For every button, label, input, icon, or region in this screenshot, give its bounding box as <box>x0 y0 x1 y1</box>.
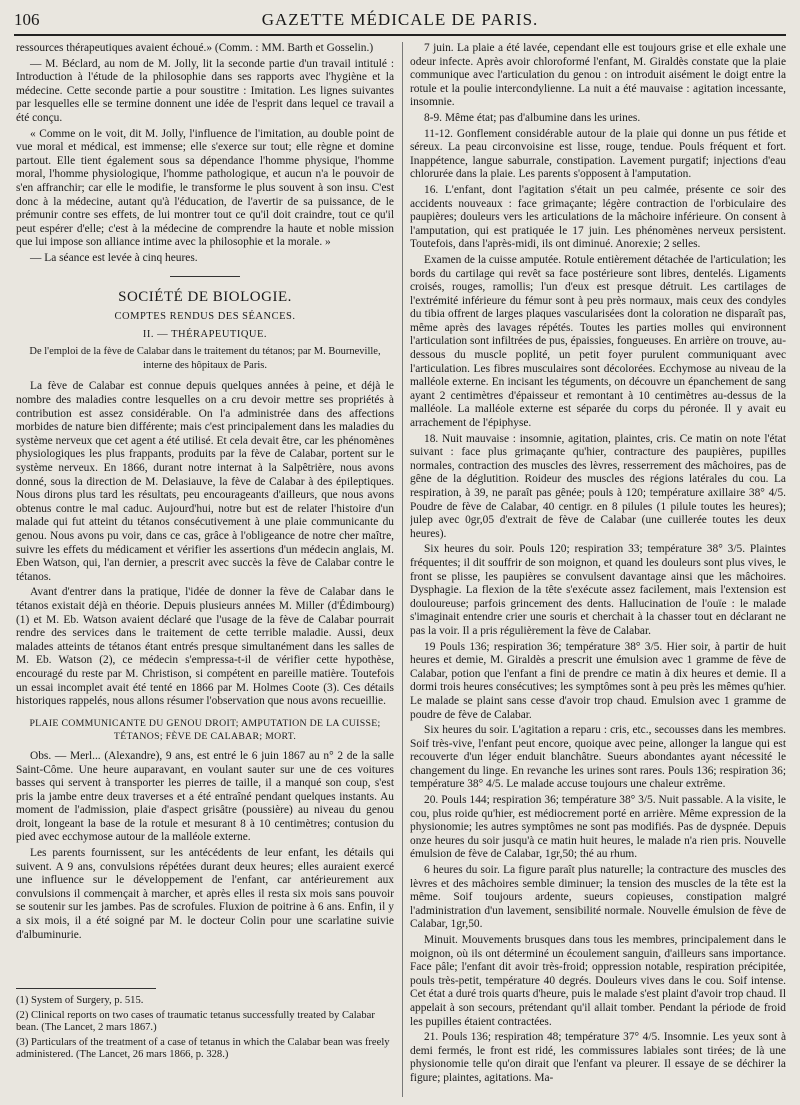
page-header <box>14 10 786 34</box>
page-number: 106 <box>14 10 40 29</box>
footnote: (2) Clinical reports on two cases of traumatic tetanus successfully treated by Calabar bean. (The Lancet, 2 mars 1867.) <box>16 1009 375 1034</box>
paragraph: 11-12. Gonflement considérable autour de la plaie qui donne un pus fétide et séreux. La peau circonvoisine est lisse, rouge, tendue. Pouls fréquent et fort. Inappétence, langue saburrale, constipation. Lavement purgatif; injections d'eau chlorurée dans la plaie. Les parents s'opposent à l'amputation. <box>410 127 786 181</box>
society-heading: SOCIÉTÉ DE BIOLOGIE. <box>118 288 292 305</box>
paragraph: 21. Pouls 136; respiration 48; température 37° 4/5. Insomnie. Les yeux sont à demi fermés, le front est ridé, les commissures labiales sont tirées; de là une physionomie telle qu'on dirait que l'enfant va pleurer. Il essaye de se déchirer la figure; plaintes, agitations. Ma- <box>410 1031 786 1084</box>
paragraph: « Comme on le voit, dit M. Jolly, l'influence de l'imitation, au double point de vue moral et médical, est immense; elle s'exerce sur tout; elle règne et domine partout. Elle tient également sous sa dépendance l'homme physique, l'homme moral, l'homme physiologique, l'homme pathologique, et aucun n'a le pouvoir de s'en affranchir; car elle le modifie, le transforme le plus souvent à son insu. C'est donc à la médecine, autant qu'à l'éducation, de l'avertir de sa puissance, de le prémunir contre ses effets, de lui montrer tout ce qu'il doit craindre, tout ce qu'il peut espérer d'elle; c'est à la médecine de comprendre la haute et noble mission que lui impose son alliance intime avec la philosophie et la morale. » <box>16 127 394 249</box>
paragraph: Minuit. Mouvements brusques dans tous les membres, principalement dans le moignon, où ils ont déterminé un écoulement sanguin, d'ailleurs sans importance. Face pâle; l'enfant dit avoir très-froid; oppression notable, respiration précipitée, pouls très-petit, température 40 degrés. Douleurs vives dans le cou. Soif intense. Cet état a duré trois quarts d'heure, puis le malade s'est plaint d'avoir trop chaud. Il appelait à son secours, prétendant qu'il allait tomber. Pendant la période de froid les pupilles étaient contractées. <box>410 934 786 1028</box>
paragraph: 8-9. Même état; pas d'albumine dans les urines. <box>424 111 641 124</box>
separator <box>170 276 240 277</box>
paragraph: 16. L'enfant, dont l'agitation s'était un peu calmée, présente ce soir des accidents nouveaux : face grimaçante; légère contraction de l'orbiculaire des paupières; douleurs vers les articulations de la mâchoire inférieure. On consent à l'amputation, qui est pratiquée le 17 juin. Les phénomènes nerveux persistent. Toutefois, dans l'après-midi, ils ont diminué. Anorexie; 2 selles. <box>410 183 786 251</box>
paragraph: Six heures du soir. Pouls 120; respiration 33; température 38° 3/5. Plaintes fréquentes; il dit souffrir de son moignon, et quand les douleurs sont plus vives, le front se plisse, les paupières se convulsent davantage ainsi que les mâchoires. Dysphagie. La flexion de la tête s'exécute assez facilement, mais l'extension est douloureuse; parfois grincement des dents. Hallucination de l'ouïe : le malade s'imaginait entendre crier une souris et cherchait à la chasser tout en déclarant ne pas la voir. Il a pris régulièrement la fève de Calabar. <box>410 543 786 637</box>
paragraph: 6 heures du soir. La figure paraît plus naturelle; la contracture des muscles des lèvres et des mâchoires semble diminuer; la tension des muscles de la tête est la même. Soif toujours ardente, sueurs copieuses, constipation malgré l'administration d'un lavement, sensibilité normale. Nouvelle émulsion de fève de Calabar, 1gr,50. <box>410 864 786 931</box>
header-rule <box>14 34 786 36</box>
paragraph: Examen de la cuisse amputée. Rotule entièrement détachée de l'articulation; les bords du cartilage qui revêt sa face postérieure sont libres, dentelés. Ligaments croisés, rouges, ramollis; l'un d'eux est presque détruit. Les cartilages de l'extrémité inférieure du fémur sont à peu près normaux, mais ceux des condyles du tibia offrent de larges plaques vascularisées dont la coloration ne disparaît pas, même après des lavages répétés. Toutes les parties molles qui environnent l'articulation sont infiltrées de pus, épaissies, fongueuses. En arrière on trouve, au-dessous du muscle poplité, un petit foyer purulent communiquant avec l'articulation. Les fibres musculaires sont décolorées. Ecchymose au niveau de la malléole externe. En incisant les téguments, on découvre un épanchement de sang ayant 2 centimètres d'épaisseur et remontant à 10 centimètres au-dessus de la malléole. La malléole externe est séparée du corps du péronée. Il y avait eu arrachement de l'épiphyse. <box>410 253 786 430</box>
journal-title: GAZETTE MÉDICALE DE PARIS. <box>261 10 539 29</box>
footnote: (1) System of Surgery, p. 515. <box>16 995 144 1006</box>
paragraph: La fève de Calabar est connue depuis quelques années à peine, et déjà le nombre des maladies contre lesquelles on a cru devoir mettre ses propriétés à contribution est assez considérable. On l'a administrée dans des affections morbides de nature bien différente; mais c'est principalement dans les maladies du système nerveux que cet agent a été utilisé. Et cela devait être, car les phénomènes physiologiques les plus frappants, produits par la fève de Calabar, portent sur le système nerveux. En 1866, durant notre internat à la Salpêtrière, nous avons donné, sous la direction de M. Delasiauve, la fève de Calabar à des épileptiques. Nous dirons plus tard les résultats, peu encourageants d'ailleurs, que nous avons obtenus contre le mal caduc. Aujourd'hui, notre but est de relater l'histoire d'un malade qui fut atteint du tétanos consécutivement à une plaie communicante du genou. Nous avons pu voir, dans ce cas, grâce à l'obligeance de notre cher maître, suivre les effets du médicament et vérifier les assertions d'un médecin anglais, M. Eben Watson, qui, l'an dernier, a prescrit avec succès la fève de Calabar contre le tétanos. <box>16 380 394 583</box>
paragraph: ressources thérapeutiques avaient échoué.» (Comm. : MM. Barth et Gosselin.) <box>16 42 374 54</box>
comptes-heading: COMPTES RENDUS DES SÉANCES. <box>114 311 296 323</box>
footnote: (3) Particulars of the treatment of a case of tetanus in which the Calabar bean was freely administered. (The Lancet, 26 mars 1866, p. 328.) <box>16 1036 390 1061</box>
paragraph: — La séance est levée à cinq heures. <box>30 251 198 264</box>
footnotes <box>16 988 394 1064</box>
paragraph: Les parents fournissent, sur les antécédents de leur enfant, les détails qui suivent. A 9 ans, convulsions répétées durant deux heures; elles auraient exercé une influence sur le développement de l'enfant, car antérieurement aux convulsions il commençait à marcher, et après elles il resta six mois sans pouvoir se soutenir sur les jambes. Pas de scrofules. Fluxion de poitrine à 6 ans. Enfin, il y a six mois, il a été soigné par M. le docteur Colin pour une scarlatine suivie d'albuminurie. <box>16 847 394 941</box>
column-divider <box>402 42 403 1097</box>
paragraph: 20. Pouls 144; respiration 36; température 38° 3/5. Nuit passable. A la visite, le cou, plus roide qu'hier, est médiocrement porté en arrière. Même expression de la physionomie; les autres symptômes ne sont pas modifiés. Pas de dyspnée. Depuis onze heures du soir jusqu'à ce matin huit heures, le malade n'a rien pris. Nouvelle émulsion de fève de Calabar, 1gr,50; thé au rhum. <box>410 794 786 861</box>
case-heading: PLAIE COMMUNICANTE DU GENOU DROIT; AMPUTATION DE LA CUISSE; TÉTANOS; FÈVE DE CALABAR; MORT. <box>29 717 381 743</box>
paragraph: Six heures du soir. L'agitation a reparu : cris, etc., secousses dans les membres. Soif très-vive, l'enfant peut encore, quoique avec peine, allonger la langue qui est recouverte d'un léger enduit blanchâtre. Sueurs abondantes ayant nécessité le changement du linge. En revanche les urines sont rares. Pouls 136; respiration 36; température 38° 4/5. Le malade accuse toujours une chaleur extrême. <box>410 724 786 791</box>
article-title: De l'emploi de la fève de Calabar dans le traitement du tétanos; par M. Bourneville, interne des hôpitaux de Paris. <box>29 346 381 371</box>
paragraph: Avant d'entrer dans la pratique, l'idée de donner la fève de Calabar dans le tétanos existait déjà en théorie. Depuis plusieurs années M. Miller (d'Édimbourg) (1) et M. Eb. Watson avaient déclaré que l'usage de la fève de Calabar pourrait rendre des services dans le traitement de cette terrible maladie. Aussi, deux malades atteints de tétanos étant entrés presque simultanément dans les salles de M. Eb. Watson (2), ce médecin s'empressa-t-il de vérifier cette hypothèse, encouragé du reste par M. Christison, si compétent en pareille matière. Toutefois un essai incomplet avait été tenté en 1866 par M. Holmes Coote (3). Ces détails historiques rappelés, nous allons résumer l'observation que nous avons recueillie. <box>16 586 394 708</box>
paragraph: 18. Nuit mauvaise : insomnie, agitation, plaintes, cris. Ce matin on note l'état suivant : face plus grimaçante qu'hier, contracture des paupières, pupilles normales, contraction des muscles des lèvres, resserrement des mâchoires, pas de gêne de la déglutition. Roideur des muscles des régions latérales du cou. La respiration, à 39, ne paraît pas gênée; pouls à 120; température axillaire 38° 4/5. Poudre de fève de Calabar, 40 centigr. en 8 pilules (1 pilule toutes les heures); julep avec 0gr,05 d'extrait de fève de Calabar (une cuillerée toutes les deux heures). <box>410 432 786 540</box>
paragraph: — M. Béclard, au nom de M. Jolly, lit la seconde partie d'un travail intitulé : Introduction à l'étude de la philosophie dans ses rapports avec l'hygiène et la médecine. Cette seconde partie a pour soustitre : Imitation. Les lignes suivantes par lesquelles elle se termine donnent une idée de l'esprit dans lequel ce travail a été conçu. <box>16 57 394 124</box>
paragraph: 7 juin. La plaie a été lavée, cependant elle est toujours grise et elle exhale une odeur infecte. Après avoir chloroformé l'enfant, M. Giraldès constate que la plaie communique avec l'articulation du genou : on introduit aisément le doigt entre la rotule et la poulie intercondylienne. La nuit a été mauvaise : agitation incessante, insomnie. <box>410 42 786 109</box>
footnote-rule <box>16 988 156 989</box>
paragraph: Obs. — Merl... (Alexandre), 9 ans, est entré le 6 juin 1867 au n° 2 de la salle Saint-Côme. Une heure auparavant, en voulant sauter sur une de ces voitures basses qui servent à transporter les pierres de taille, il a manqué son coup, s'est pris la jambe entre deux traverses et a été entraîné pendant quelques instants. Au moment de l'admission, plaie d'aspect grisâtre (poussière) au niveau du genou droit, longeant la base de la rotule et mesurant 8 à 10 centimètres; contusion du pied avec ecchymose autour de la malléole externe. <box>16 749 394 844</box>
section-heading: II. — THÉRAPEUTIQUE. <box>142 328 268 340</box>
right-column <box>410 42 786 1097</box>
paragraph: 19 Pouls 136; respiration 36; température 38° 3/5. Hier soir, à partir de huit heures et demie, M. Giraldès a prescrit une émulsion avec 1 gramme de fève de Calabar, potion que l'enfant a fini de prendre ce matin à dix heures et demie. Il a dormi trois heures consécutives; les symptômes sont à peu près les mêmes qu'hier. Le malade se plaint sans cesse d'avoir trop chaud. Emulsion avec 1 gramme de poudre de fève de Calabar. <box>410 640 786 721</box>
left-column <box>16 42 394 1097</box>
